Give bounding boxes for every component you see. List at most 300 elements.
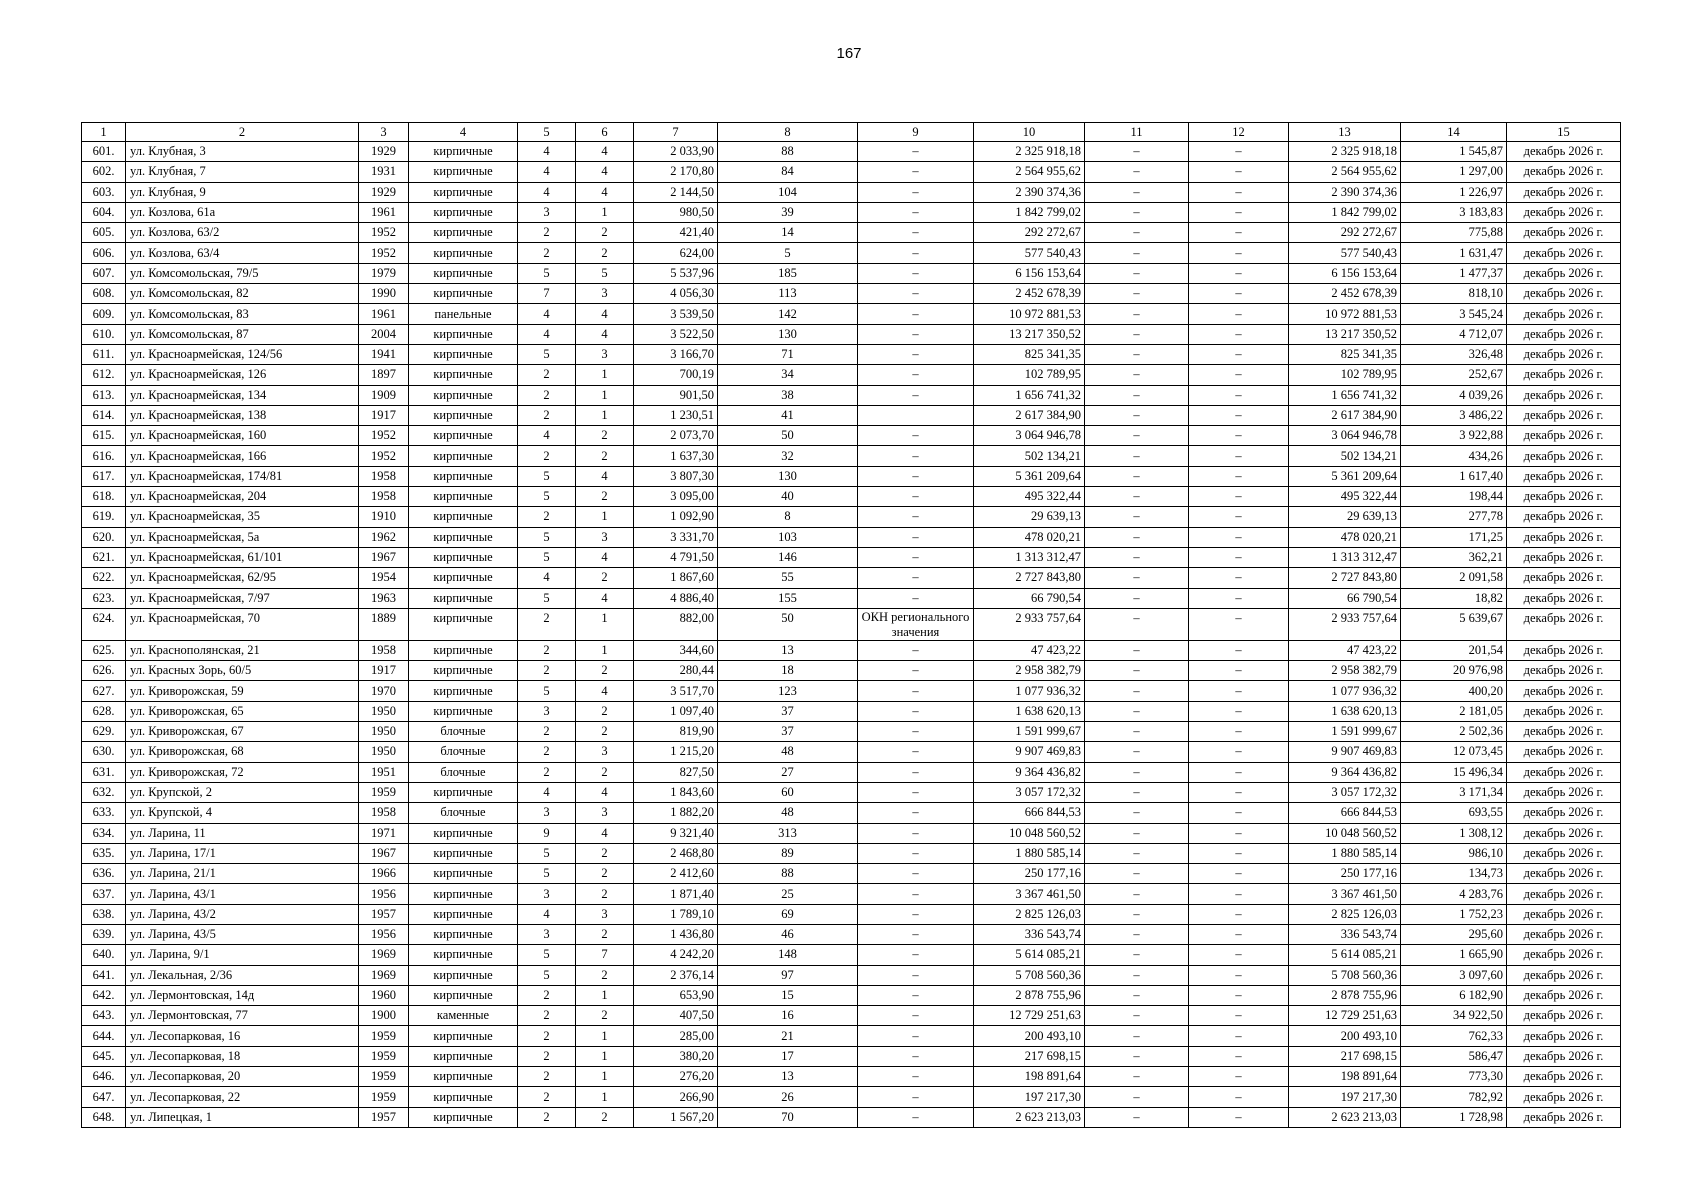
cell-floors: 2 [518,640,576,660]
cell-completion-date: декабрь 2026 г. [1507,466,1621,486]
cell-residents: 50 [718,426,858,446]
cell-address: ул. Криворожская, 67 [126,722,359,742]
cell-cost-col-12: – [1189,681,1289,701]
cell-cost-col-11: – [1085,1067,1189,1087]
cell-cost-col-12: – [1189,182,1289,202]
cell-cost-per-sqm: 277,78 [1401,507,1507,527]
cell-entrances: 3 [576,344,634,364]
cell-entrances: 4 [576,162,634,182]
cell-cost-total: 2 452 678,39 [974,284,1085,304]
cell-total-area: 1 567,20 [634,1107,718,1127]
cell-cost-col-11: – [1085,904,1189,924]
cell-cost-per-sqm: 4 712,07 [1401,324,1507,344]
cell-row-number: 647. [82,1087,126,1107]
cell-year-built: 1962 [359,527,409,547]
cell-completion-date: декабрь 2026 г. [1507,722,1621,742]
cell-cost-col-11: – [1085,985,1189,1005]
cell-wall-material: кирпичные [409,487,518,507]
cell-entrances: 2 [576,1006,634,1026]
cell-floors: 2 [518,661,576,681]
cell-entrances: 4 [576,547,634,567]
cell-residents: 18 [718,661,858,681]
cell-cost-per-sqm: 762,33 [1401,1026,1507,1046]
cell-heritage-status: – [858,965,974,985]
cell-cost-col-13: 5 361 209,64 [1289,466,1401,486]
cell-wall-material: кирпичные [409,365,518,385]
cell-year-built: 1950 [359,742,409,762]
cell-wall-material: кирпичные [409,823,518,843]
cell-total-area: 3 807,30 [634,466,718,486]
cell-cost-per-sqm: 134,73 [1401,864,1507,884]
cell-cost-col-13: 478 020,21 [1289,527,1401,547]
cell-entrances: 2 [576,843,634,863]
cell-cost-total: 1 591 999,67 [974,722,1085,742]
cell-cost-total: 1 656 741,32 [974,385,1085,405]
cell-year-built: 1910 [359,507,409,527]
cell-year-built: 1959 [359,1067,409,1087]
cell-total-area: 1 867,60 [634,568,718,588]
cell-address: ул. Криворожская, 72 [126,762,359,782]
cell-address: ул. Ларина, 43/1 [126,884,359,904]
column-number-row [82,123,1621,142]
cell-completion-date: декабрь 2026 г. [1507,1046,1621,1066]
table-row [82,243,1621,263]
cell-entrances: 2 [576,446,634,466]
cell-row-number: 619. [82,507,126,527]
cell-heritage-status: – [858,162,974,182]
cell-year-built: 1990 [359,284,409,304]
cell-address: ул. Ларина, 43/5 [126,924,359,944]
cell-cost-col-13: 102 789,95 [1289,365,1401,385]
cell-residents: 26 [718,1087,858,1107]
cell-residents: 48 [718,742,858,762]
cell-wall-material: кирпичные [409,782,518,802]
cell-cost-col-13: 10 972 881,53 [1289,304,1401,324]
cell-heritage-status: – [858,1087,974,1107]
cell-cost-col-13: 47 423,22 [1289,640,1401,660]
cell-cost-col-13: 2 617 384,90 [1289,405,1401,425]
cell-heritage-status: – [858,263,974,283]
cell-cost-per-sqm: 326,48 [1401,344,1507,364]
cell-entrances: 1 [576,405,634,425]
cell-floors: 5 [518,547,576,567]
table-row [82,782,1621,802]
cell-entrances: 2 [576,722,634,742]
cell-total-area: 624,00 [634,243,718,263]
cell-residents: 103 [718,527,858,547]
cell-heritage-status: – [858,823,974,843]
cell-cost-col-11: – [1085,182,1189,202]
cell-cost-total: 217 698,15 [974,1046,1085,1066]
cell-total-area: 4 791,50 [634,547,718,567]
cell-cost-col-12: – [1189,823,1289,843]
cell-cost-per-sqm: 1 665,90 [1401,945,1507,965]
cell-row-number: 631. [82,762,126,782]
cell-address: ул. Красноармейская, 126 [126,365,359,385]
cell-address: ул. Красноармейская, 204 [126,487,359,507]
cell-cost-col-12: – [1189,487,1289,507]
cell-heritage-status: – [858,1046,974,1066]
cell-cost-col-13: 1 656 741,32 [1289,385,1401,405]
cell-heritage-status: – [858,223,974,243]
cell-total-area: 2 412,60 [634,864,718,884]
cell-cost-col-12: – [1189,843,1289,863]
cell-residents: 50 [718,608,858,640]
cell-heritage-status: – [858,547,974,567]
cell-cost-col-11: – [1085,722,1189,742]
cell-total-area: 1 436,80 [634,924,718,944]
cell-entrances: 4 [576,466,634,486]
cell-address: ул. Красноармейская, 134 [126,385,359,405]
cell-cost-total: 5 361 209,64 [974,466,1085,486]
cell-residents: 48 [718,803,858,823]
cell-residents: 142 [718,304,858,324]
cell-row-number: 641. [82,965,126,985]
cell-wall-material: кирпичные [409,945,518,965]
cell-wall-material: кирпичные [409,446,518,466]
cell-floors: 5 [518,945,576,965]
cell-completion-date: декабрь 2026 г. [1507,385,1621,405]
cell-completion-date: декабрь 2026 г. [1507,182,1621,202]
cell-address: ул. Ларина, 11 [126,823,359,843]
cell-row-number: 616. [82,446,126,466]
cell-cost-col-11: – [1085,945,1189,965]
cell-address: ул. Клубная, 9 [126,182,359,202]
cell-cost-col-12: – [1189,701,1289,721]
cell-heritage-status: – [858,661,974,681]
cell-wall-material: кирпичные [409,681,518,701]
cell-floors: 4 [518,142,576,162]
column-header-12: 12 [1189,123,1289,142]
cell-cost-col-13: 502 134,21 [1289,446,1401,466]
cell-cost-col-13: 1 077 936,32 [1289,681,1401,701]
cell-year-built: 1909 [359,385,409,405]
cell-row-number: 646. [82,1067,126,1087]
cell-residents: 8 [718,507,858,527]
cell-row-number: 630. [82,742,126,762]
column-header-13: 13 [1289,123,1401,142]
cell-entrances: 5 [576,263,634,283]
cell-total-area: 1 637,30 [634,446,718,466]
cell-cost-per-sqm: 2 181,05 [1401,701,1507,721]
cell-row-number: 637. [82,884,126,904]
cell-cost-col-13: 336 543,74 [1289,924,1401,944]
cell-entrances: 1 [576,202,634,222]
cell-entrances: 4 [576,324,634,344]
cell-address: ул. Красноармейская, 70 [126,608,359,640]
cell-cost-col-12: – [1189,466,1289,486]
cell-heritage-status: – [858,1026,974,1046]
cell-wall-material: кирпичные [409,608,518,640]
cell-cost-col-12: – [1189,722,1289,742]
column-header-10: 10 [974,123,1085,142]
cell-row-number: 644. [82,1026,126,1046]
cell-floors: 5 [518,681,576,701]
cell-year-built: 1950 [359,722,409,742]
table-row [82,446,1621,466]
cell-cost-col-11: – [1085,304,1189,324]
cell-completion-date: декабрь 2026 г. [1507,547,1621,567]
cell-row-number: 639. [82,924,126,944]
cell-completion-date: декабрь 2026 г. [1507,843,1621,863]
cell-wall-material: кирпичные [409,640,518,660]
cell-floors: 2 [518,446,576,466]
table-header [82,123,1621,142]
cell-cost-per-sqm: 1 617,40 [1401,466,1507,486]
cell-row-number: 642. [82,985,126,1005]
cell-address: ул. Ларина, 21/1 [126,864,359,884]
cell-completion-date: декабрь 2026 г. [1507,924,1621,944]
cell-completion-date: декабрь 2026 г. [1507,864,1621,884]
cell-year-built: 1956 [359,884,409,904]
cell-cost-total: 47 423,22 [974,640,1085,660]
cell-completion-date: декабрь 2026 г. [1507,1087,1621,1107]
cell-address: ул. Козлова, 63/2 [126,223,359,243]
cell-cost-total: 1 880 585,14 [974,843,1085,863]
cell-total-area: 653,90 [634,985,718,1005]
cell-entrances: 1 [576,1026,634,1046]
cell-residents: 313 [718,823,858,843]
cell-entrances: 4 [576,681,634,701]
cell-cost-total: 66 790,54 [974,588,1085,608]
cell-address: ул. Красноармейская, 35 [126,507,359,527]
cell-row-number: 629. [82,722,126,742]
cell-entrances: 4 [576,823,634,843]
table-row [82,640,1621,660]
cell-total-area: 421,40 [634,223,718,243]
cell-total-area: 2 033,90 [634,142,718,162]
cell-completion-date: декабрь 2026 г. [1507,263,1621,283]
table-row [82,507,1621,527]
cell-cost-col-11: – [1085,1046,1189,1066]
cell-completion-date: декабрь 2026 г. [1507,1067,1621,1087]
cell-address: ул. Красноармейская, 124/56 [126,344,359,364]
cell-wall-material: кирпичные [409,701,518,721]
cell-row-number: 625. [82,640,126,660]
cell-row-number: 633. [82,803,126,823]
cell-total-area: 2 376,14 [634,965,718,985]
cell-row-number: 606. [82,243,126,263]
cell-wall-material: блочные [409,803,518,823]
cell-entrances: 3 [576,527,634,547]
cell-completion-date: декабрь 2026 г. [1507,142,1621,162]
column-header-2: 2 [126,123,359,142]
cell-cost-col-13: 29 639,13 [1289,507,1401,527]
cell-cost-col-11: – [1085,742,1189,762]
cell-cost-per-sqm: 4 039,26 [1401,385,1507,405]
cell-row-number: 620. [82,527,126,547]
cell-floors: 2 [518,762,576,782]
cell-cost-col-11: – [1085,324,1189,344]
cell-cost-col-13: 1 880 585,14 [1289,843,1401,863]
cell-wall-material: кирпичные [409,142,518,162]
cell-wall-material: блочные [409,742,518,762]
cell-address: ул. Красноармейская, 138 [126,405,359,425]
cell-heritage-status: – [858,182,974,202]
cell-wall-material: кирпичные [409,568,518,588]
cell-residents: 89 [718,843,858,863]
cell-entrances: 7 [576,945,634,965]
cell-wall-material: кирпичные [409,385,518,405]
cell-year-built: 1979 [359,263,409,283]
cell-residents: 71 [718,344,858,364]
cell-residents: 16 [718,1006,858,1026]
cell-heritage-status: – [858,568,974,588]
cell-residents: 130 [718,466,858,486]
cell-row-number: 603. [82,182,126,202]
cell-wall-material: кирпичные [409,661,518,681]
cell-row-number: 607. [82,263,126,283]
cell-wall-material: панельные [409,304,518,324]
cell-row-number: 615. [82,426,126,446]
table-row [82,1107,1621,1127]
cell-cost-col-13: 6 156 153,64 [1289,263,1401,283]
cell-cost-total: 102 789,95 [974,365,1085,385]
cell-cost-per-sqm: 1 226,97 [1401,182,1507,202]
cell-cost-col-13: 197 217,30 [1289,1087,1401,1107]
cell-completion-date: декабрь 2026 г. [1507,223,1621,243]
cell-cost-per-sqm: 2 091,58 [1401,568,1507,588]
cell-floors: 3 [518,202,576,222]
cell-entrances: 4 [576,588,634,608]
cell-completion-date: декабрь 2026 г. [1507,284,1621,304]
cell-wall-material: кирпичные [409,1026,518,1046]
cell-cost-col-13: 2 825 126,03 [1289,904,1401,924]
cell-cost-col-13: 13 217 350,52 [1289,324,1401,344]
cell-completion-date: декабрь 2026 г. [1507,965,1621,985]
cell-cost-total: 502 134,21 [974,446,1085,466]
cell-heritage-status: – [858,1006,974,1026]
cell-completion-date: декабрь 2026 г. [1507,945,1621,965]
cell-cost-col-12: – [1189,985,1289,1005]
cell-cost-col-12: – [1189,762,1289,782]
cell-cost-per-sqm: 171,25 [1401,527,1507,547]
cell-completion-date: декабрь 2026 г. [1507,1107,1621,1127]
cell-heritage-status: – [858,284,974,304]
cell-completion-date: декабрь 2026 г. [1507,588,1621,608]
table-row [82,487,1621,507]
cell-cost-per-sqm: 3 171,34 [1401,782,1507,802]
cell-cost-col-12: – [1189,1046,1289,1066]
cell-completion-date: декабрь 2026 г. [1507,243,1621,263]
cell-cost-total: 1 313 312,47 [974,547,1085,567]
cell-cost-col-13: 2 390 374,36 [1289,182,1401,202]
cell-floors: 3 [518,701,576,721]
cell-cost-total: 577 540,43 [974,243,1085,263]
table-row [82,1087,1621,1107]
table-row [82,823,1621,843]
cell-total-area: 285,00 [634,1026,718,1046]
cell-cost-col-12: – [1189,1026,1289,1046]
cell-address: ул. Лекальная, 2/36 [126,965,359,985]
cell-completion-date: декабрь 2026 г. [1507,324,1621,344]
cell-completion-date: декабрь 2026 г. [1507,985,1621,1005]
cell-heritage-status: – [858,803,974,823]
cell-floors: 4 [518,904,576,924]
cell-address: ул. Криворожская, 59 [126,681,359,701]
cell-cost-col-11: – [1085,365,1189,385]
cell-heritage-status: – [858,1067,974,1087]
cell-address: ул. Клубная, 7 [126,162,359,182]
cell-completion-date: декабрь 2026 г. [1507,1026,1621,1046]
cell-address: ул. Красноармейская, 62/95 [126,568,359,588]
cell-total-area: 407,50 [634,1006,718,1026]
cell-cost-per-sqm: 400,20 [1401,681,1507,701]
cell-completion-date: декабрь 2026 г. [1507,202,1621,222]
cell-cost-total: 250 177,16 [974,864,1085,884]
cell-row-number: 624. [82,608,126,640]
cell-entrances: 3 [576,742,634,762]
cell-total-area: 1 882,20 [634,803,718,823]
cell-row-number: 602. [82,162,126,182]
cell-address: ул. Красноармейская, 166 [126,446,359,466]
table-row [82,722,1621,742]
cell-year-built: 1929 [359,182,409,202]
cell-floors: 4 [518,162,576,182]
cell-cost-per-sqm: 5 639,67 [1401,608,1507,640]
cell-residents: 130 [718,324,858,344]
cell-cost-total: 2 825 126,03 [974,904,1085,924]
cell-cost-col-12: – [1189,365,1289,385]
cell-cost-total: 5 708 560,36 [974,965,1085,985]
cell-year-built: 1900 [359,1006,409,1026]
cell-year-built: 2004 [359,324,409,344]
cell-cost-col-11: – [1085,426,1189,446]
cell-residents: 55 [718,568,858,588]
cell-cost-total: 200 493,10 [974,1026,1085,1046]
cell-wall-material: кирпичные [409,904,518,924]
cell-wall-material: блочные [409,762,518,782]
cell-floors: 2 [518,608,576,640]
cell-cost-col-12: – [1189,588,1289,608]
cell-wall-material: кирпичные [409,263,518,283]
cell-address: ул. Красноармейская, 7/97 [126,588,359,608]
cell-row-number: 632. [82,782,126,802]
cell-cost-col-12: – [1189,284,1289,304]
cell-address: ул. Крупской, 2 [126,782,359,802]
cell-cost-col-13: 577 540,43 [1289,243,1401,263]
cell-cost-total: 2 727 843,80 [974,568,1085,588]
cell-cost-total: 1 638 620,13 [974,701,1085,721]
cell-cost-per-sqm: 782,92 [1401,1087,1507,1107]
cell-entrances: 2 [576,1107,634,1127]
cell-heritage-status: – [858,864,974,884]
cell-heritage-status: – [858,344,974,364]
cell-entrances: 1 [576,1046,634,1066]
cell-residents: 41 [718,405,858,425]
cell-entrances: 2 [576,884,634,904]
cell-cost-col-12: – [1189,782,1289,802]
cell-cost-per-sqm: 986,10 [1401,843,1507,863]
cell-wall-material: кирпичные [409,324,518,344]
cell-floors: 2 [518,1026,576,1046]
cell-year-built: 1961 [359,304,409,324]
cell-completion-date: декабрь 2026 г. [1507,507,1621,527]
cell-wall-material: кирпичные [409,284,518,304]
cell-row-number: 635. [82,843,126,863]
cell-row-number: 601. [82,142,126,162]
cell-total-area: 3 095,00 [634,487,718,507]
cell-year-built: 1917 [359,405,409,425]
table-row [82,405,1621,425]
cell-year-built: 1952 [359,426,409,446]
cell-total-area: 2 144,50 [634,182,718,202]
cell-cost-total: 478 020,21 [974,527,1085,547]
table-row [82,762,1621,782]
cell-cost-per-sqm: 3 545,24 [1401,304,1507,324]
cell-cost-total: 9 364 436,82 [974,762,1085,782]
cell-cost-per-sqm: 773,30 [1401,1067,1507,1087]
